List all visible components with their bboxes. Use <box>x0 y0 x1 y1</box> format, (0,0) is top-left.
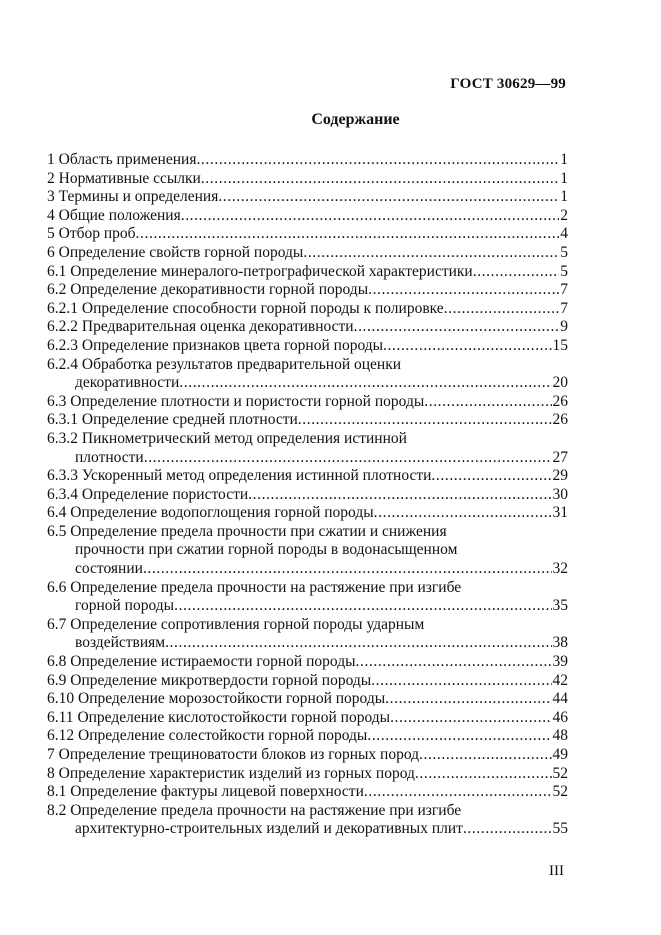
toc-entry-line <box>47 244 568 263</box>
toc-entry-text <box>47 802 461 819</box>
toc-entry[interactable] <box>47 579 568 616</box>
toc-entry[interactable] <box>47 616 568 653</box>
toc-entry-title: Определение фактуры лицевой поверхности <box>70 783 364 801</box>
toc-entry-title: плотности <box>75 448 144 466</box>
toc-entry-line <box>47 207 568 226</box>
toc-entry-page: 4 <box>560 225 568 243</box>
toc-entry-text <box>47 300 559 319</box>
toc-entry-number: 6.7 <box>47 615 67 633</box>
toc-entry-text <box>47 318 559 337</box>
toc-entry-number: 6.10 <box>47 690 75 708</box>
toc-entry-page: 46 <box>552 708 568 726</box>
toc-entry-title: Определение трещиноватости блоков из горных пород <box>58 746 420 763</box>
toc-entry-title: Определение микротвердости горной породы <box>70 671 372 689</box>
toc-entry-title: Определение признаков цвета горной породы <box>81 336 384 354</box>
toc-entry-line <box>47 337 568 356</box>
toc-entry-title: Область применения <box>58 151 197 168</box>
toc-entry-text <box>47 263 559 282</box>
toc-entry-number: 6.8 <box>47 653 67 671</box>
table-of-contents <box>47 151 568 839</box>
toc-entry-page: 2 <box>560 206 568 224</box>
toc-entry[interactable] <box>47 727 568 746</box>
toc-entry-line <box>47 151 568 170</box>
toc-entry-page: 1 <box>560 151 568 168</box>
toc-entry[interactable] <box>47 467 568 486</box>
toc-entry-text <box>47 504 552 523</box>
toc-entry-title: Определение предела прочности при сжатии и снижения <box>70 522 447 540</box>
toc-entry-text <box>75 634 552 653</box>
toc-entry[interactable] <box>47 318 568 337</box>
toc-entry-title: Нормативные ссылки <box>58 169 201 187</box>
toc-entry-line <box>47 170 568 189</box>
toc-entry-text <box>47 337 552 356</box>
toc-entry-line <box>47 393 568 412</box>
toc-entry-page: 30 <box>552 485 568 503</box>
toc-entry[interactable] <box>47 356 568 393</box>
toc-entry[interactable] <box>47 486 568 505</box>
toc-entry-line <box>47 560 568 579</box>
toc-entry-page: 52 <box>552 783 568 801</box>
toc-entry[interactable] <box>47 188 568 207</box>
toc-entry-page: 26 <box>552 392 568 410</box>
toc-entry-text <box>47 523 447 540</box>
toc-entry-number: 6.4 <box>47 504 67 522</box>
toc-entry-text <box>75 449 552 468</box>
toc-entry[interactable] <box>47 393 568 412</box>
toc-entry-line <box>47 318 568 337</box>
toc-entry-line <box>47 263 568 282</box>
toc-entry-title: Определение способности горной породы к полировке <box>81 299 444 317</box>
toc-entry-number: 6.3 <box>47 392 67 410</box>
toc-entry[interactable] <box>47 300 568 319</box>
toc-entry-number: 6.1 <box>47 262 67 280</box>
toc-entry-line <box>47 765 568 784</box>
toc-entry-line <box>47 504 568 523</box>
toc-entry[interactable] <box>47 263 568 282</box>
toc-entry-text <box>75 374 552 393</box>
toc-entry-line <box>47 616 568 635</box>
toc-entry-line <box>47 225 568 244</box>
toc-entry-line <box>47 579 568 598</box>
toc-entry[interactable] <box>47 783 568 802</box>
toc-entry-page: 29 <box>552 467 568 485</box>
toc-entry-text <box>47 709 552 728</box>
toc-entry-page: 38 <box>552 634 568 652</box>
toc-entry[interactable] <box>47 709 568 728</box>
toc-entry[interactable] <box>47 523 568 579</box>
toc-entry-title: Определение предела прочности на растяжение при изгибе <box>70 578 462 596</box>
toc-entry-text <box>75 820 552 839</box>
toc-entry-number: 6.2 <box>47 281 67 299</box>
toc-entry-title: Определение солестойкости горной породы <box>78 727 368 745</box>
toc-entry-page: 35 <box>552 597 568 615</box>
toc-entry-page: 26 <box>552 411 568 429</box>
toc-entry-line <box>47 300 568 319</box>
toc-entry-page: 9 <box>560 318 568 336</box>
toc-entry-title: Обработка результатов предварительной оценки <box>81 355 402 373</box>
toc-entry-number: 6 <box>47 243 55 261</box>
toc-entry-text <box>47 393 552 412</box>
toc-entry-title: Определение водопоглощения горной породы <box>70 504 374 522</box>
toc-entry-line <box>47 597 568 616</box>
toc-entry-number: 6.6 <box>47 578 67 596</box>
toc-entry-text <box>47 672 552 691</box>
toc-entry[interactable] <box>47 244 568 263</box>
toc-entry-line <box>47 653 568 672</box>
toc-entry-line <box>47 709 568 728</box>
toc-entry-page: 55 <box>552 820 568 838</box>
toc-entry-text <box>75 597 552 616</box>
toc-entry-line <box>47 820 568 839</box>
toc-entry-title: Определение предела прочности на растяжение при изгибе <box>70 801 462 819</box>
toc-entry-page: 15 <box>552 336 568 354</box>
toc-entry-page: 39 <box>552 653 568 671</box>
toc-entry-title: Ускоренный метод определения истинной плотности <box>81 467 432 485</box>
toc-entry-title: Определение характеристик изделий из горных пород <box>58 764 415 782</box>
toc-entry-text <box>75 560 552 579</box>
toc-entry-line <box>47 672 568 691</box>
toc-entry[interactable] <box>47 337 568 356</box>
toc-entry[interactable] <box>47 690 568 709</box>
toc-entry[interactable] <box>47 672 568 691</box>
toc-entry-text <box>47 244 559 263</box>
toc-entry-line <box>47 783 568 802</box>
toc-entry-title: архитектурно-строительных изделий и декоративных плит <box>75 820 463 838</box>
toc-entry-page: 1 <box>560 188 568 206</box>
toc-entry[interactable] <box>47 151 568 170</box>
toc-entry-text <box>47 151 559 170</box>
toc-entry-title: Определение кислотостойкости горной породы <box>77 708 391 726</box>
toc-entry-title: Определение минералого-петрографической характеристики <box>70 262 473 280</box>
toc-entry-line <box>47 634 568 653</box>
toc-entry-text <box>75 541 457 558</box>
toc-entry-title: воздействиям <box>75 634 166 652</box>
toc-entry[interactable] <box>47 411 568 430</box>
toc-entry-title: Предварительная оценка декоративности <box>81 318 354 336</box>
toc-entry-number: 4 <box>47 206 55 224</box>
toc-entry-line <box>47 411 568 430</box>
toc-entry[interactable] <box>47 765 568 784</box>
toc-entry-text <box>47 411 552 430</box>
toc-entry-line <box>47 727 568 746</box>
toc-entry-number: 6.3.2 <box>47 429 78 447</box>
toc-entry-title: Определение плотности и пористости горной породы <box>70 392 425 410</box>
toc-entry[interactable] <box>47 653 568 672</box>
toc-entry-page: 42 <box>552 671 568 689</box>
toc-entry-number: 6.11 <box>47 708 74 726</box>
toc-entry-title: Определение средней плотности <box>81 411 298 429</box>
toc-entry-number: 8.1 <box>47 783 67 801</box>
toc-entry[interactable] <box>47 430 568 467</box>
toc-entry-page: 27 <box>552 448 568 466</box>
toc-title: Содержание <box>311 111 400 128</box>
toc-entry-title: горной породы <box>75 597 175 615</box>
toc-entry-text <box>47 188 559 207</box>
toc-entry-title: Общие положения <box>58 206 181 224</box>
toc-entry-number: 1 <box>47 151 55 168</box>
toc-entry-text <box>47 653 552 672</box>
toc-entry-number: 6.2.4 <box>47 355 78 373</box>
toc-entry-number: 6.2.3 <box>47 336 78 354</box>
toc-entry-page: 20 <box>552 374 568 392</box>
toc-entry-page: 49 <box>552 746 568 763</box>
toc-entry-text <box>47 783 552 802</box>
toc-entry-title: состоянии <box>75 560 143 578</box>
toc-entry-number: 8 <box>47 764 55 782</box>
toc-entry-text <box>47 170 559 189</box>
toc-entry-number: 6.2.2 <box>47 318 78 336</box>
standard-code: ГОСТ 30629—99 <box>450 76 566 92</box>
toc-entry[interactable] <box>47 281 568 300</box>
toc-entry-text <box>47 207 559 226</box>
toc-entry-number: 8.2 <box>47 801 67 819</box>
toc-entry-title: Определение декоративности горной породы <box>70 281 369 299</box>
toc-entry-line <box>47 281 568 300</box>
toc-entry-text <box>47 746 552 765</box>
toc-entry-title: Определение пористости <box>81 485 249 503</box>
toc-entry-line <box>47 690 568 709</box>
toc-entry-number: 6.12 <box>47 727 75 745</box>
toc-entry-line <box>47 356 568 375</box>
toc-entry-number: 6.3.4 <box>47 485 78 503</box>
toc-entry-line <box>47 802 568 821</box>
toc-entry-page: 7 <box>560 299 568 317</box>
toc-entry-title: Определение свойств горной породы <box>58 243 304 261</box>
toc-entry-line <box>47 188 568 207</box>
toc-entry-page: 52 <box>552 764 568 782</box>
toc-entry-text <box>47 430 407 447</box>
toc-entry-text <box>47 579 461 596</box>
toc-entry-number: 6.2.1 <box>47 299 78 317</box>
toc-entry[interactable] <box>47 225 568 244</box>
toc-entry-number: 6.5 <box>47 522 67 540</box>
toc-entry-line <box>47 541 568 560</box>
toc-entry-line <box>47 430 568 449</box>
toc-entry-text <box>47 467 552 486</box>
toc-entry-title: Определение морозостойкости горной породы <box>78 690 386 708</box>
toc-entry[interactable] <box>47 170 568 189</box>
toc-entry-page: 32 <box>552 560 568 578</box>
toc-entry-text <box>47 356 401 373</box>
toc-entry-line <box>47 467 568 486</box>
toc-entry-line <box>47 486 568 505</box>
toc-entry[interactable] <box>47 504 568 523</box>
toc-entry-title: Определение истираемости горной породы <box>70 653 356 671</box>
toc-entry-number: 2 <box>47 169 55 187</box>
toc-entry-title: Пикнометрический метод определения истинной <box>81 429 407 447</box>
toc-entry[interactable] <box>47 207 568 226</box>
toc-entry-text <box>47 765 552 784</box>
toc-entry-line <box>47 374 568 393</box>
toc-entry-line <box>47 449 568 468</box>
page-number: III <box>549 863 564 879</box>
toc-entry-text <box>47 486 552 505</box>
toc-entry-number: 3 <box>47 188 55 206</box>
toc-entry-number: 6.9 <box>47 671 67 689</box>
toc-entry-title: Определение сопротивления горной породы ударным <box>70 615 425 633</box>
toc-entry-title: Отбор проб <box>58 225 136 243</box>
toc-entry-page: 5 <box>560 262 568 280</box>
toc-entry-title: прочности при сжатии горной породы в водонасыщенном <box>75 541 458 559</box>
toc-entry-title: Термины и определения <box>58 188 219 206</box>
toc-entry-page: 44 <box>552 690 568 708</box>
toc-entry-page: 1 <box>560 169 568 187</box>
toc-entry-line <box>47 746 568 765</box>
toc-entry-text <box>47 281 559 300</box>
toc-entry-number: 6.3.3 <box>47 467 78 485</box>
toc-entry-text <box>47 690 552 709</box>
toc-entry-number: 7 <box>47 746 55 763</box>
toc-entry[interactable] <box>47 802 568 839</box>
toc-entry-page: 48 <box>552 727 568 745</box>
toc-entry-number: 6.3.1 <box>47 411 78 429</box>
toc-entry-page: 31 <box>552 504 568 522</box>
toc-entry-title: декоративности <box>75 374 180 392</box>
toc-entry-page: 7 <box>560 281 568 299</box>
toc-entry-page: 5 <box>560 243 568 261</box>
toc-entry-text <box>47 616 424 633</box>
toc-entry-text <box>47 727 552 746</box>
toc-entry-line <box>47 523 568 542</box>
toc-entry[interactable] <box>47 746 568 765</box>
toc-entry-number: 5 <box>47 225 55 243</box>
toc-entry-text <box>47 225 559 244</box>
